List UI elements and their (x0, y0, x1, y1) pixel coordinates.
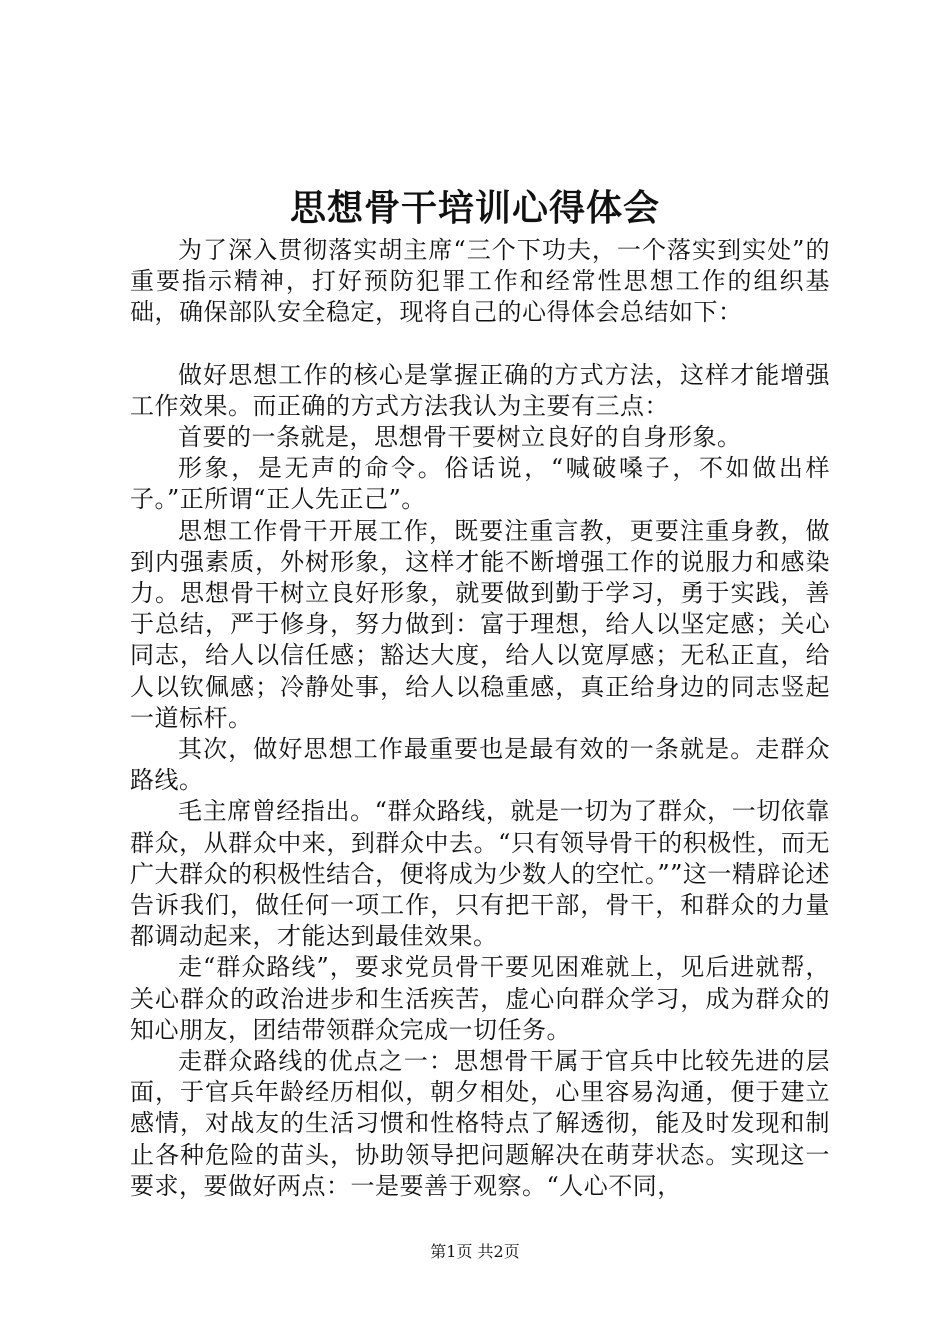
paragraph: 走群众路线的优点之一：思想骨干属于官兵中比较先进的层面，于官兵年龄经历相似，朝夕相处，心里容易沟通，便于建立感情，对战友的生活习惯和性格特点了解透彻，能及时发现和制止各种危险的苗头，协助领导把问题解决在萌芽状态。实现这一要求，要做好两点：一是要善于观察。“人心不同， (130, 1047, 830, 1200)
paragraph: 首要的一条就是，思想骨干要树立良好的自身形象。 (178, 423, 742, 452)
paragraph: 形象，是无声的命令。俗话说，“喊破嗓子，不如做出样子。”正所谓“正人先正己”。 (130, 454, 830, 514)
page-footer: 第1页 共2页 (430, 1242, 520, 1261)
paragraph-intro: 为了深入贯彻落实胡主席“三个下功夫，一个落实到实处”的重要指示精神，打好预防犯罪工作和经常性思想工作的组织基础，确保部队安全稳定，现将自己的心得体会总结如下： (130, 236, 830, 327)
document-title: 思想骨干培训心得体会 (289, 187, 660, 229)
paragraph: 其次，做好思想工作最重要也是最有效的一条就是。走群众路线。 (130, 735, 830, 795)
paragraph: 毛主席曾经指出。“群众路线，就是一切为了群众，一切依靠群众，从群众中来，到群众中去。“只有领导骨干的积极性，而无广大群众的积极性结合，便将成为少数人的空忙。””这一精辟论述告诉我们，做任何一项工作，只有把干部，骨干，和群众的力量都调动起来，才能达到最佳效果。 (130, 797, 830, 951)
paragraph: 思想工作骨干开展工作，既要注重言教，更要注重身教，做到内强素质，外树形象，这样才能不断增强工作的说服力和感染力。思想骨干树立良好形象，就要做到勤于学习，勇于实践，善于总结，严于修身，努力做到：富于理想，给人以坚定感；关心同志，给人以信任感；豁达大度，给人以宽厚感；无私正直，给人以钦佩感；冷静处事，给人以稳重感，真正给身边的同志竖起一道标杆。 (130, 516, 830, 732)
document-body (130, 235, 830, 1202)
paragraph: 走“群众路线”，要求党员骨干要见困难就上，见后进就帮，关心群众的政治进步和生活疾苦，虚心向群众学习，成为群众的知心朋友，团结带领群众完成一切任务。 (130, 953, 830, 1044)
paragraph: 做好思想工作的核心是掌握正确的方式方法，这样才能增强工作效果。而正确的方式方法我认为主要有三点： (130, 360, 830, 420)
